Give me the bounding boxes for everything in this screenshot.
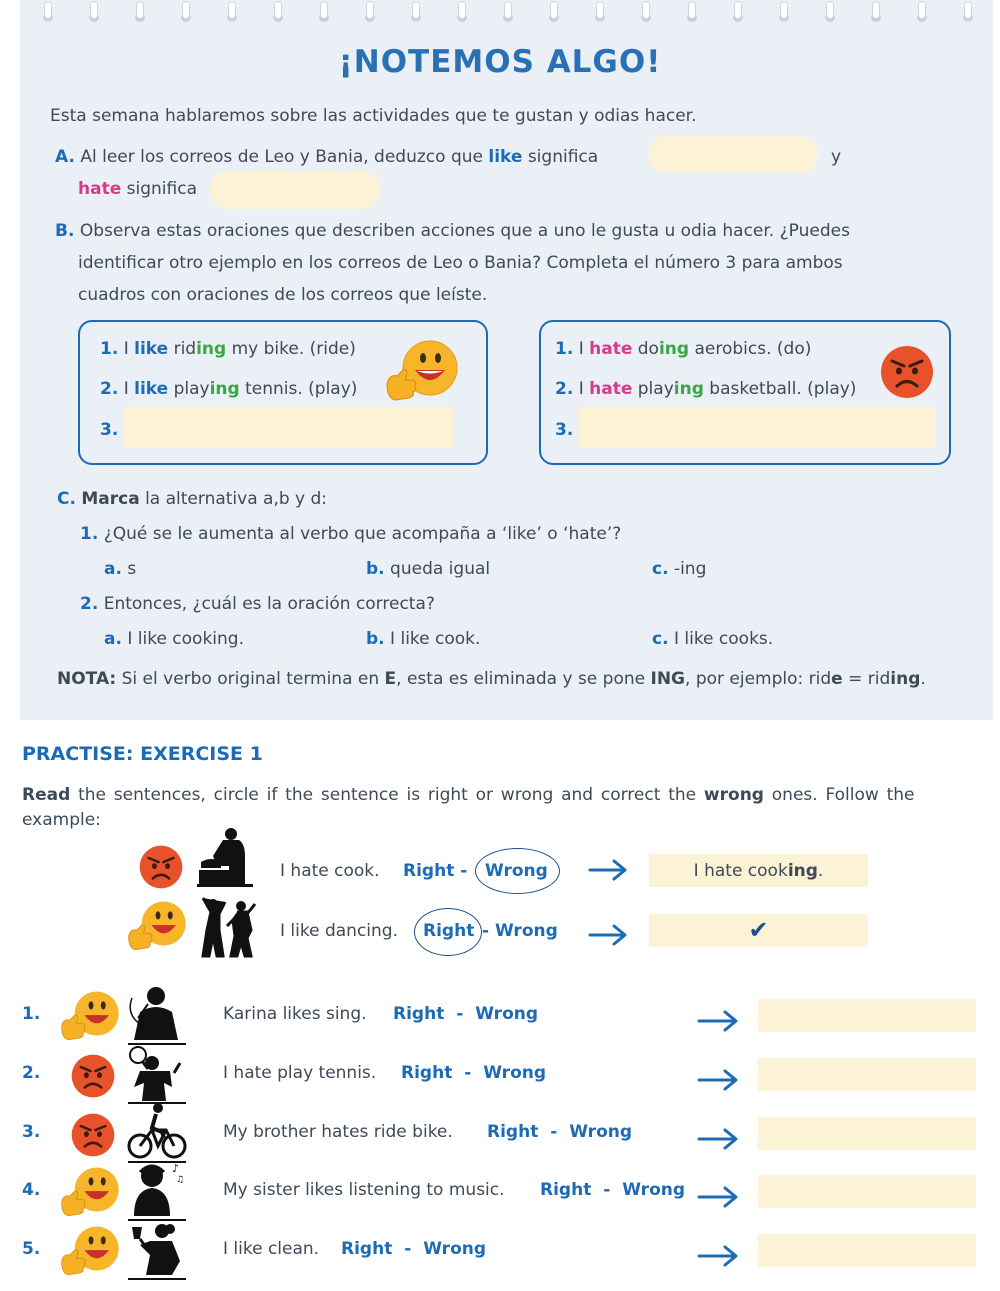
item-emotion <box>60 1166 122 1222</box>
item-emotion <box>60 1225 122 1281</box>
question-1: 1. ¿Qué se le aumenta al verbo que acompaña a ‘like’ o ‘hate’? <box>80 524 622 544</box>
angry-face-icon <box>879 344 935 400</box>
separator: - <box>456 1004 464 1024</box>
hate-sentence-3-blank[interactable] <box>578 407 935 448</box>
right-option[interactable]: Right <box>401 1063 453 1083</box>
section-b-line1: B. Observa estas oraciones que describen acciones que a uno le gusta u odia hacer. ¿Puedes <box>55 221 850 241</box>
page-title: ¡NOTEMOS ALGO! <box>338 44 662 80</box>
example-1-wrong[interactable]: Wrong <box>485 861 548 881</box>
smiley-thumbs-up-icon <box>60 1225 122 1277</box>
like-number-3: 3. <box>100 420 119 440</box>
ring-wire <box>919 2 925 18</box>
cooking-person-icon <box>195 826 257 888</box>
section-a-line2: hate significa <box>78 179 197 199</box>
section-a-line1: A. Al leer los correos de Leo y Bania, deduzco que like significa <box>55 147 599 167</box>
q2-option-c[interactable]: c. I like cooks. <box>652 629 774 649</box>
angry-face-icon <box>70 1053 116 1099</box>
q2-option-a[interactable]: a. I like cooking. <box>104 629 244 649</box>
ring-wire <box>367 2 373 18</box>
dancing-people-icon <box>197 896 259 958</box>
spiral-ring <box>271 2 285 24</box>
ring-wire <box>229 2 235 18</box>
spiral-ring <box>133 2 147 24</box>
svg-text:♫: ♫ <box>176 1175 185 1185</box>
cleaning-person-icon <box>126 1219 188 1281</box>
ring-wire <box>597 2 603 18</box>
item-sentence: I like clean. <box>223 1239 320 1259</box>
example-2-wrong[interactable]: - Wrong <box>482 921 558 941</box>
ring-wire <box>275 2 281 18</box>
like-meaning-blank[interactable] <box>648 136 818 173</box>
section-a-y: y <box>831 147 842 167</box>
example-1-wrong-circle <box>475 848 560 894</box>
wrong-option[interactable]: Wrong <box>622 1180 686 1200</box>
spiral-ring <box>363 2 377 24</box>
wrong-option[interactable]: Wrong <box>483 1063 547 1083</box>
angry-face-icon <box>138 844 184 890</box>
spiral-ring <box>639 2 653 24</box>
q1-option-b[interactable]: b. queda igual <box>366 559 491 579</box>
right-option[interactable]: Right <box>341 1239 393 1259</box>
example-1-answer: I hate cooking. <box>693 861 824 881</box>
item-answer-blank[interactable] <box>758 1175 976 1208</box>
item-answer-blank[interactable] <box>758 1234 976 1267</box>
item-sentence: My brother hates ride bike. <box>223 1122 453 1142</box>
ring-wire <box>137 2 143 18</box>
right-option[interactable]: Right <box>540 1180 592 1200</box>
item-number: 2. <box>22 1063 41 1083</box>
spiral-ring <box>685 2 699 24</box>
ring-wire <box>643 2 649 18</box>
arrow-right-icon <box>588 858 628 882</box>
spiral-ring <box>593 2 607 24</box>
item-silhouette <box>126 1219 188 1285</box>
ring-wire <box>689 2 695 18</box>
ring-wire <box>551 2 557 18</box>
intro-text: Esta semana hablaremos sobre las actividades que te gustan y odias hacer. <box>50 106 697 126</box>
spiral-ring <box>777 2 791 24</box>
spiral-ring <box>455 2 469 24</box>
arrow-right-icon <box>697 1127 739 1151</box>
spiral-ring <box>869 2 883 24</box>
spiral-ring <box>547 2 561 24</box>
arrow-right-icon <box>588 923 628 947</box>
item-number: 5. <box>22 1239 41 1259</box>
spiral-ring <box>317 2 331 24</box>
section-b-line3: cuadros con oraciones de los correos que leíste. <box>78 285 488 305</box>
like-sentence-1: 1. I like riding my bike. (ride) <box>100 339 356 359</box>
ring-wire <box>781 2 787 18</box>
ring-wire <box>45 2 51 18</box>
item-sentence: My sister likes listening to music. <box>223 1180 505 1200</box>
ring-wire <box>873 2 879 18</box>
ring-wire <box>183 2 189 18</box>
spiral-ring <box>915 2 929 24</box>
separator: - <box>464 1063 472 1083</box>
hate-sentence-2: 2. I hate playing basketball. (play) <box>555 379 857 399</box>
arrow-right-icon <box>697 1009 739 1033</box>
item-number: 3. <box>22 1122 41 1142</box>
spiral-ring <box>41 2 55 24</box>
exercise-instructions-example: example: <box>22 810 101 830</box>
arrow-right-icon <box>697 1068 739 1092</box>
item-emotion <box>70 1112 116 1162</box>
music-listening-icon <box>126 1160 188 1222</box>
q2-option-b[interactable]: b. I like cook. <box>366 629 481 649</box>
separator: - <box>404 1239 412 1259</box>
smiley-thumbs-up-icon <box>127 900 189 952</box>
hate-number-3: 3. <box>555 420 574 440</box>
wrong-option[interactable]: Wrong <box>423 1239 487 1259</box>
wrong-option[interactable]: Wrong <box>475 1004 539 1024</box>
item-number: 4. <box>22 1180 41 1200</box>
item-right-wrong <box>540 1180 685 1200</box>
exercise-instructions: Read the sentences, circle if the sentence is right or wrong and correct the wrong ones. Follow the <box>22 785 915 805</box>
ring-wire <box>965 2 971 18</box>
example-1-sentence: I hate cook. <box>280 861 380 881</box>
smiley-thumbs-up-icon <box>385 340 461 402</box>
spiral-ring <box>179 2 193 24</box>
hate-sentence-1: 1. I hate doing aerobics. (do) <box>555 339 812 359</box>
spiral-ring <box>409 2 423 24</box>
wrong-option[interactable]: Wrong <box>569 1122 633 1142</box>
ring-wire <box>413 2 419 18</box>
angry-face-icon <box>70 1112 116 1158</box>
q1-option-c[interactable]: c. -ing <box>652 559 707 579</box>
right-option[interactable]: Right <box>487 1122 539 1142</box>
example-2-right[interactable]: Right <box>423 921 475 941</box>
item-emotion <box>70 1053 116 1103</box>
ring-wire <box>505 2 511 18</box>
exercise-title: PRACTISE: EXERCISE 1 <box>22 743 263 765</box>
item-emotion <box>60 990 122 1046</box>
item-silhouette <box>126 1102 188 1168</box>
check-icon: ✔ <box>748 916 769 944</box>
item-sentence: Karina likes sing. <box>223 1004 367 1024</box>
arrow-right-icon <box>697 1185 739 1209</box>
nota-text: NOTA: Si el verbo original termina en E, esta es eliminada y se pone ING, por ejemplo: ride = riding. <box>57 669 926 689</box>
spiral-ring <box>823 2 837 24</box>
item-right-wrong <box>393 1004 538 1024</box>
right-option[interactable]: Right <box>393 1004 445 1024</box>
ring-wire <box>91 2 97 18</box>
section-c-instruction: C. Marca la alternativa a,b y d: <box>57 489 328 509</box>
item-silhouette <box>126 1043 188 1109</box>
spiral-ring <box>501 2 515 24</box>
ring-wire <box>827 2 833 18</box>
q1-option-a[interactable]: a. s <box>104 559 137 579</box>
smiley-thumbs-up-icon <box>60 990 122 1042</box>
spiral-ring <box>731 2 745 24</box>
cyclist-icon <box>126 1102 188 1164</box>
spiral-ring <box>87 2 101 24</box>
ring-wire <box>735 2 741 18</box>
tennis-player-icon <box>126 1043 188 1105</box>
item-answer-blank[interactable] <box>758 1117 976 1150</box>
item-right-wrong <box>341 1239 486 1259</box>
like-sentence-3-blank[interactable] <box>123 407 453 448</box>
singing-person-icon <box>126 984 188 1046</box>
item-right-wrong <box>487 1122 632 1142</box>
item-right-wrong <box>401 1063 546 1083</box>
item-silhouette <box>126 984 188 1050</box>
example-2-right-circle <box>414 908 482 956</box>
arrow-right-icon <box>697 1244 739 1268</box>
ring-wire <box>459 2 465 18</box>
item-sentence: I hate play tennis. <box>223 1063 377 1083</box>
example-1-right[interactable]: Right - <box>403 861 468 881</box>
section-b-line2: identificar otro ejemplo en los correos de Leo o Bania? Completa el número 3 para ambos <box>78 253 843 273</box>
like-sentence-2: 2. I like playing tennis. (play) <box>100 379 358 399</box>
separator: - <box>550 1122 558 1142</box>
item-number: 1. <box>22 1004 41 1024</box>
separator: - <box>603 1180 611 1200</box>
question-2: 2. Entonces, ¿cuál es la oración correcta? <box>80 594 435 614</box>
item-answer-blank[interactable] <box>758 999 976 1032</box>
example-2-sentence: I like dancing. <box>280 921 398 941</box>
hate-meaning-blank[interactable] <box>210 171 380 209</box>
item-silhouette <box>126 1160 188 1226</box>
ring-wire <box>321 2 327 18</box>
smiley-thumbs-up-icon <box>60 1166 122 1218</box>
spiral-ring <box>961 2 975 24</box>
svg-text:♪: ♪ <box>172 1162 180 1175</box>
item-answer-blank[interactable] <box>758 1058 976 1091</box>
spiral-ring <box>225 2 239 24</box>
